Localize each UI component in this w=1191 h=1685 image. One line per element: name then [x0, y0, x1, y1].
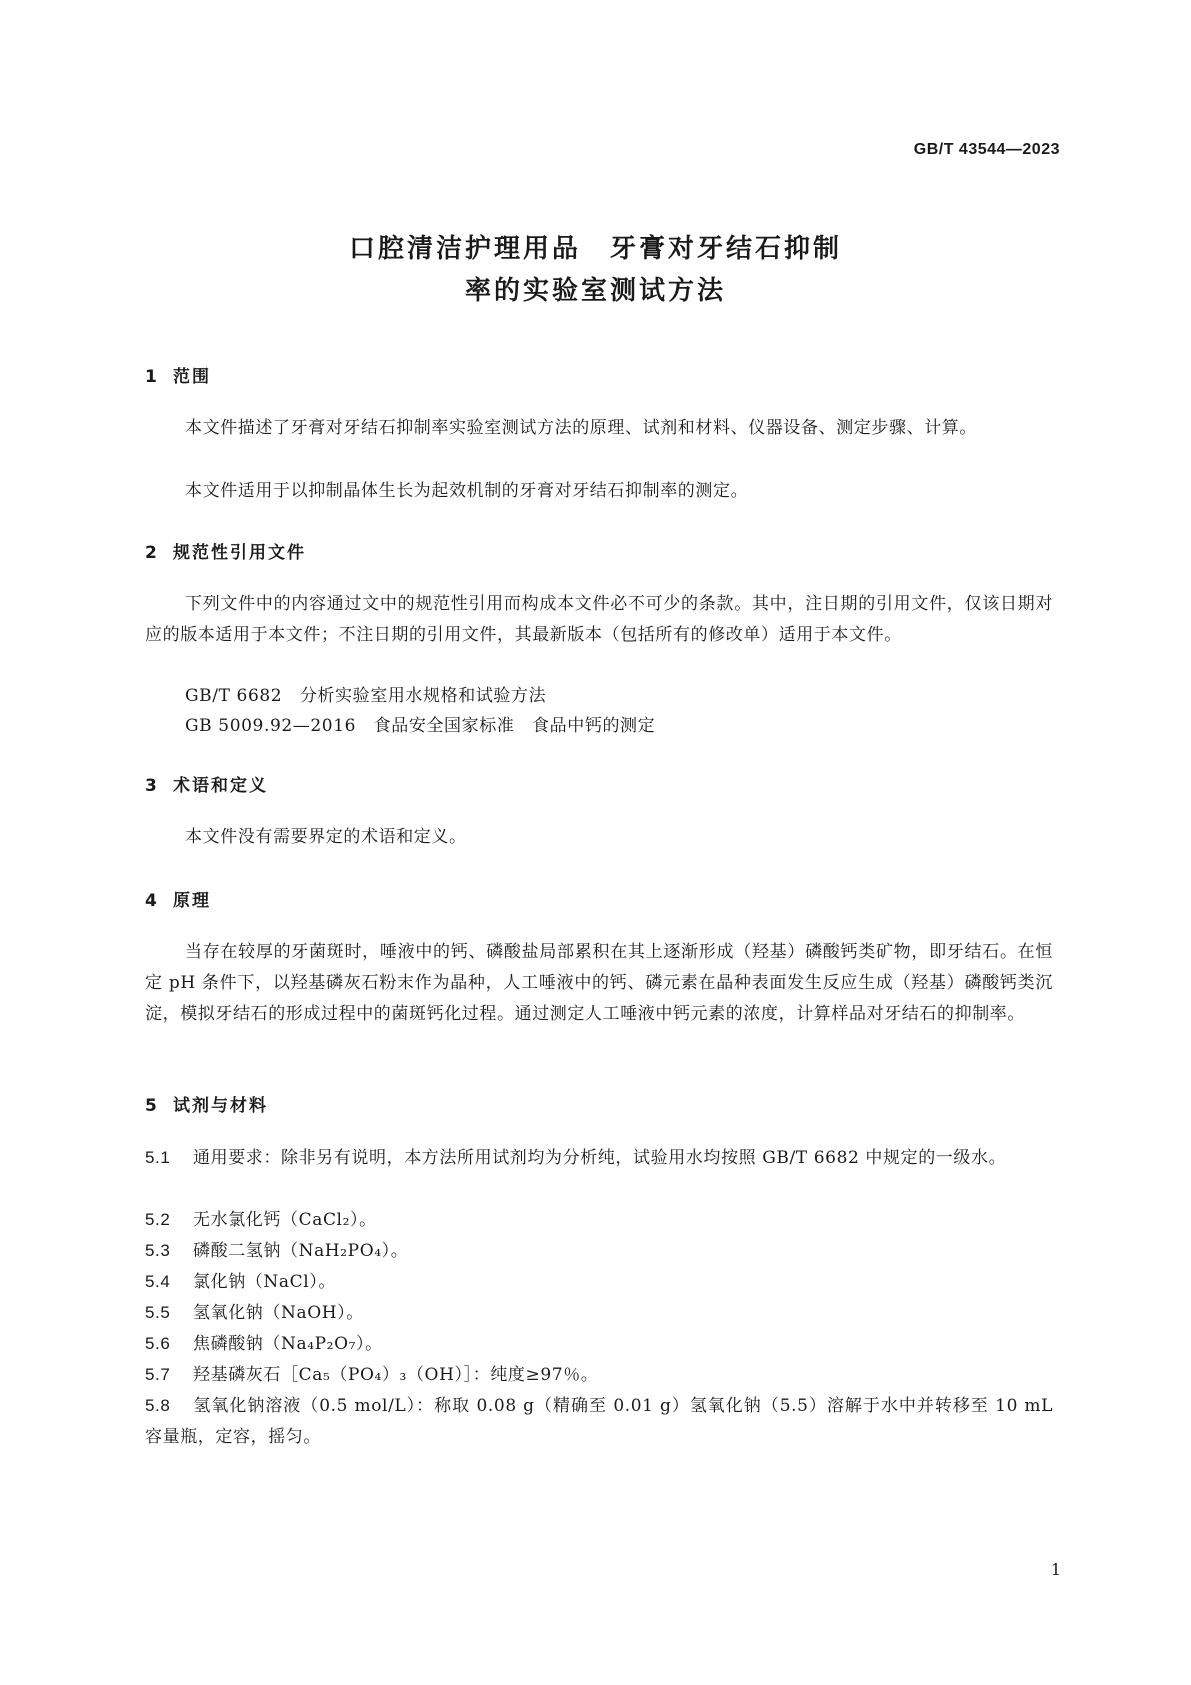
document-title-line-1: 口腔清洁护理用品 牙膏对牙结石抑制 [348, 234, 842, 264]
item-text: 羟基磷灰石［Ca₅（PO₄）₃（OH）］：纯度≥97％。 [193, 1365, 599, 1385]
list-item [145, 1142, 1053, 1174]
item-number: 5.1 [145, 1148, 171, 1167]
item-number: 5.3 [145, 1241, 171, 1260]
section-heading-reagents [145, 1091, 268, 1116]
list-item [145, 1204, 1053, 1236]
reference-entry [185, 711, 655, 736]
section-heading-normative-references [145, 538, 306, 563]
reference-entry [185, 681, 546, 706]
item-number: 5.2 [145, 1210, 171, 1229]
list-item [145, 1328, 1053, 1360]
item-number: 5.8 [145, 1396, 171, 1415]
list-item [145, 1266, 1053, 1298]
section-title: 试剂与材料 [173, 1096, 268, 1116]
standard-number: GB/T 43544—2023 [913, 141, 1060, 158]
item-number: 5.6 [145, 1334, 171, 1353]
item-text: 磷酸二氢钠（NaH₂PO₄）。 [193, 1241, 409, 1261]
item-number: 5.5 [145, 1303, 171, 1322]
paragraph: 本文件描述了牙膏对牙结石抑制率实验室测试方法的原理、试剂和材料、仪器设备、测定步骤、计算。 [185, 418, 977, 438]
item-text: 焦磷酸钠（Na₄P₂O₇）。 [193, 1334, 383, 1354]
item-text: 通用要求：除非另有说明，本方法所用试剂均为分析纯，试验用水均按照 GB/T 6682 中规定的一级水。 [193, 1148, 1007, 1168]
list-item [145, 1297, 1053, 1329]
section-heading-terms [145, 771, 268, 796]
section-number: 3 [145, 776, 159, 796]
section-heading-scope [145, 362, 211, 387]
section-heading-principle [145, 886, 211, 911]
item-text: 氯化钠（NaCl）。 [193, 1272, 336, 1292]
section-title: 原理 [173, 891, 211, 911]
section-title: 术语和定义 [173, 776, 268, 796]
reference-title: 分析实验室用水规格和试验方法 [299, 686, 547, 706]
item-text: 氢氧化钠溶液（0.5 mol/L）：称取 0.08 g（精确至 0.01 g）氢氧化钠（5.5）溶解于水中并转移至 10 mL 容量瓶，定容，摇匀。 [145, 1396, 1053, 1447]
reference-code: GB/T 6682 [185, 686, 283, 706]
reference-code: GB 5009.92—2016 [185, 716, 357, 736]
document-title-line-2: 率的实验室测试方法 [464, 276, 726, 306]
item-number: 5.7 [145, 1365, 171, 1384]
section-number: 1 [145, 367, 159, 387]
section-number: 2 [145, 543, 159, 563]
paragraph: 本文件适用于以抑制晶体生长为起效机制的牙膏对牙结石抑制率的测定。 [185, 481, 749, 501]
section-number: 4 [145, 891, 159, 911]
reference-title: 食品安全国家标准 食品中钙的测定 [373, 716, 656, 736]
paragraph: 当存在较厚的牙菌斑时，唾液中的钙、磷酸盐局部累积在其上逐渐形成（羟基）磷酸钙类矿物，即牙结石。在恒定 pH 条件下，以羟基磷灰石粉末作为晶种，人工唾液中的钙、磷元素在晶种表面发生反应生成（羟基）磷酸钙类沉淀，模拟牙结石的形成过程中的菌斑钙化过程。通过测定人工唾液中钙元素的浓度，计算样品对牙结石的抑制率。 [145, 942, 1053, 1024]
list-item [145, 1390, 1053, 1453]
item-number: 5.4 [145, 1272, 171, 1291]
item-text: 氢氧化钠（NaOH）。 [193, 1303, 364, 1323]
section-title: 范围 [173, 367, 211, 387]
list-item [145, 1235, 1053, 1267]
section-number: 5 [145, 1096, 159, 1116]
section-title: 规范性引用文件 [173, 543, 306, 563]
page-number: 1 [1050, 1560, 1061, 1579]
paragraph: 下列文件中的内容通过文中的规范性引用而构成本文件必不可少的条款。其中，注日期的引用文件，仅该日期对应的版本适用于本文件；不注日期的引用文件，其最新版本（包括所有的修改单）适用于本文件。 [145, 594, 1053, 645]
paragraph: 本文件没有需要界定的术语和定义。 [185, 827, 467, 847]
list-item [145, 1359, 1053, 1391]
item-text: 无水氯化钙（CaCl₂）。 [193, 1210, 377, 1230]
